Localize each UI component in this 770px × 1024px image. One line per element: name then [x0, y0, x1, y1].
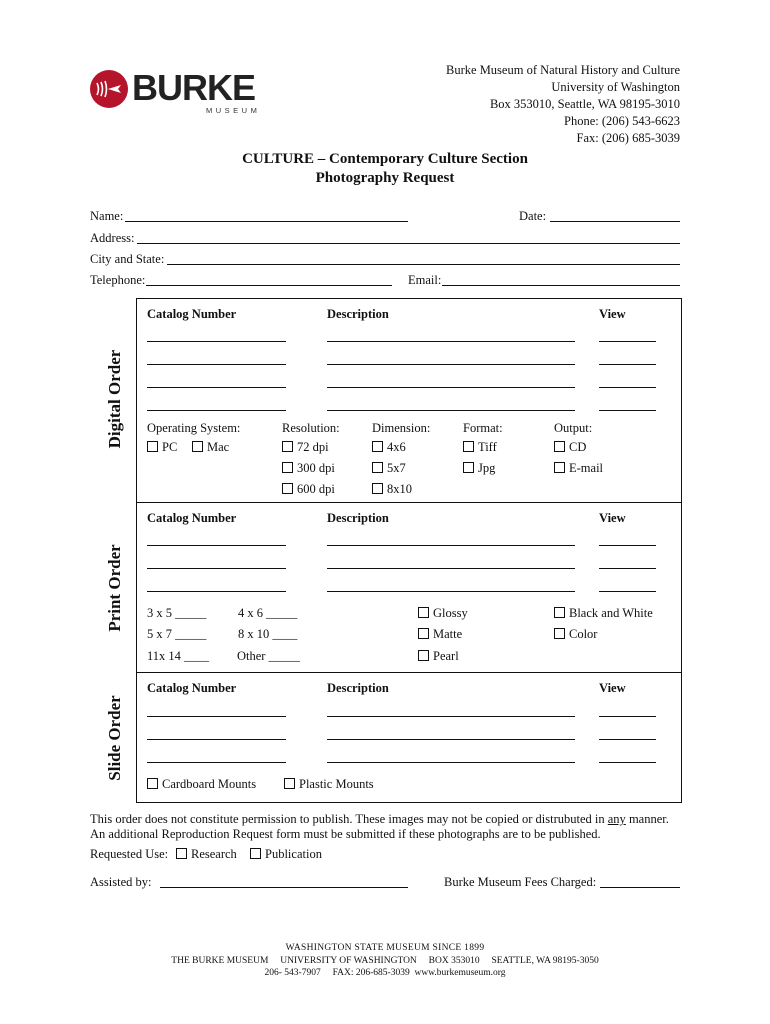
output-cd-option[interactable]: [554, 440, 586, 455]
checkbox-icon[interactable]: [282, 483, 293, 494]
option-label: Color: [569, 627, 598, 641]
description-field[interactable]: [327, 410, 575, 411]
option-label: Plastic Mounts: [299, 777, 374, 791]
option-label: Research: [191, 847, 237, 861]
description-header: Description: [327, 511, 389, 525]
catalog-field[interactable]: [147, 341, 286, 342]
checkbox-icon[interactable]: [372, 462, 383, 473]
finish-glossy-option[interactable]: [418, 606, 468, 621]
finish-pearl-option[interactable]: [418, 649, 459, 664]
checkbox-icon[interactable]: [284, 778, 295, 789]
description-header: Description: [327, 681, 389, 695]
size-other-field[interactable]: Other _____: [237, 649, 300, 663]
description-field[interactable]: [327, 762, 575, 763]
resolution-label: Resolution:: [282, 421, 340, 435]
output-label: Output:: [554, 421, 593, 435]
view-field[interactable]: [599, 762, 656, 763]
option-label: Glossy: [433, 606, 468, 620]
checkbox-icon[interactable]: [282, 441, 293, 452]
address-line: Box 353010, Seattle, WA 98195-3010: [489, 97, 680, 111]
catalog-number-header: Catalog Number: [147, 511, 237, 525]
dimension-label: Dimension:: [372, 421, 431, 435]
description-field[interactable]: [327, 545, 575, 546]
color-bw-option[interactable]: [554, 606, 653, 621]
checkbox-icon[interactable]: [372, 441, 383, 452]
catalog-field[interactable]: [147, 739, 286, 740]
use-research-option[interactable]: [176, 847, 237, 862]
view-field[interactable]: [599, 387, 656, 388]
reproduction-notice: An additional Reproduction Request form must be submitted if these photographs are to be published.: [90, 827, 601, 841]
requested-use-label: Requested Use:: [90, 847, 169, 861]
catalog-field[interactable]: [147, 410, 286, 411]
dim-4x6-option[interactable]: [372, 440, 406, 455]
slide-order-label: Slide Order: [105, 695, 124, 781]
logo-emblem-icon: [90, 70, 128, 108]
address-field[interactable]: [137, 243, 680, 244]
view-field[interactable]: [599, 341, 656, 342]
notice-emphasis: any: [607, 812, 626, 826]
email-label: Email:: [408, 273, 442, 287]
dim-8x10-option[interactable]: [372, 482, 412, 497]
use-publication-option[interactable]: [250, 847, 322, 862]
format-tiff-option[interactable]: [463, 440, 497, 455]
checkbox-icon[interactable]: [554, 462, 565, 473]
footer-line-1: WASHINGTON STATE MUSEUM SINCE 1899: [285, 943, 485, 953]
format-jpg-option[interactable]: [463, 461, 495, 476]
checkbox-icon[interactable]: [554, 441, 565, 452]
address-phone: Phone: (206) 543-6623: [564, 114, 680, 128]
option-label: 72 dpi: [297, 440, 329, 454]
catalog-field[interactable]: [147, 387, 286, 388]
description-field[interactable]: [327, 591, 575, 592]
option-label: Tiff: [478, 440, 497, 454]
burke-logo: [90, 68, 260, 118]
option-label: Cardboard Mounts: [162, 777, 257, 791]
name-label: Name:: [90, 209, 124, 223]
city-label: City and State:: [90, 252, 165, 266]
address-label: Address:: [90, 231, 135, 245]
form-title: CULTURE – Contemporary Culture Section: [242, 151, 528, 167]
checkbox-icon[interactable]: [282, 462, 293, 473]
mount-plastic-option[interactable]: [284, 777, 374, 792]
print-order-label: Print Order: [105, 544, 124, 632]
res-72-option[interactable]: [282, 440, 329, 455]
view-field[interactable]: [599, 545, 656, 546]
section-divider: [136, 672, 682, 673]
option-label: Jpg: [478, 461, 496, 475]
address-fax: Fax: (206) 685-3039: [576, 131, 680, 145]
size-11x14-field[interactable]: 11x 14 ____: [147, 649, 210, 663]
option-label: Pearl: [433, 649, 459, 663]
email-field[interactable]: [442, 285, 680, 286]
dim-5x7-option[interactable]: [372, 461, 406, 476]
name-field[interactable]: [125, 221, 408, 222]
section-divider: [136, 502, 682, 503]
checkbox-icon[interactable]: [250, 848, 261, 859]
description-field[interactable]: [327, 341, 575, 342]
description-field[interactable]: [327, 364, 575, 365]
res-300-option[interactable]: [282, 461, 335, 476]
catalog-field[interactable]: [147, 568, 286, 569]
footer-line-2: THE BURKE MUSEUM UNIVERSITY OF WASHINGTON BOX 353010 SEATTLE, WA 98195-3050: [171, 956, 599, 966]
option-label: Publication: [265, 847, 322, 861]
size-8x10-field[interactable]: 8 x 10 ____: [238, 627, 298, 641]
description-field[interactable]: [327, 739, 575, 740]
telephone-field[interactable]: [146, 285, 392, 286]
notice-text: manner.: [625, 812, 669, 826]
finish-matte-option[interactable]: [418, 627, 462, 642]
output-email-option[interactable]: [554, 461, 603, 476]
checkbox-icon[interactable]: [463, 441, 474, 452]
telephone-label: Telephone:: [90, 273, 146, 287]
res-600-option[interactable]: [282, 482, 335, 497]
option-label: CD: [569, 440, 587, 454]
description-field[interactable]: [327, 716, 575, 717]
catalog-field[interactable]: [147, 716, 286, 717]
format-label: Format:: [463, 421, 503, 435]
checkbox-icon[interactable]: [147, 441, 158, 452]
checkbox-icon[interactable]: [418, 628, 429, 639]
date-label: Date:: [519, 209, 547, 223]
view-header: View: [599, 307, 626, 321]
mount-cardboard-option[interactable]: [147, 777, 256, 792]
assisted-by-label: Assisted by:: [90, 875, 152, 889]
catalog-field[interactable]: [147, 591, 286, 592]
catalog-field[interactable]: [147, 364, 286, 365]
view-field[interactable]: [599, 410, 656, 411]
checkbox-icon[interactable]: [418, 607, 429, 618]
view-field[interactable]: [599, 739, 656, 740]
os-pc-option[interactable]: [147, 440, 177, 455]
option-label: Black and White: [569, 606, 653, 620]
option-label: 8x10: [387, 482, 412, 496]
view-field[interactable]: [599, 568, 656, 569]
checkbox-icon[interactable]: [554, 628, 565, 639]
description-field[interactable]: [327, 387, 575, 388]
footer-line-3: 206- 543-7907 FAX: 206-685-3039 www.burkemuseum.org: [264, 968, 506, 978]
checkbox-icon[interactable]: [418, 650, 429, 661]
notice-text: This order does not constitute permission to publish. These images may not be copied or distrubuted in: [90, 812, 608, 826]
description-field[interactable]: [327, 568, 575, 569]
view-header: View: [599, 681, 626, 695]
option-label: 600 dpi: [297, 482, 335, 496]
fees-field[interactable]: [600, 887, 680, 888]
date-field[interactable]: [550, 221, 680, 222]
size-5x7-field[interactable]: 5 x 7 _____: [147, 627, 207, 641]
option-label: 5x7: [387, 461, 406, 475]
address-line: University of Washington: [551, 80, 680, 94]
museum-address: [446, 62, 680, 147]
digital-order-label: Digital Order: [105, 349, 124, 449]
view-field[interactable]: [599, 364, 656, 365]
checkbox-icon[interactable]: [463, 462, 474, 473]
checkbox-icon[interactable]: [554, 607, 565, 618]
form-subtitle: Photography Request: [315, 170, 455, 186]
size-4x6-field[interactable]: 4 x 6 _____: [238, 606, 298, 620]
color-color-option[interactable]: [554, 627, 597, 642]
catalog-number-header: Catalog Number: [147, 307, 237, 321]
catalog-field[interactable]: [147, 762, 286, 763]
logo-subtitle: MUSEUM: [206, 106, 261, 115]
option-label: PC: [162, 440, 178, 454]
checkbox-icon[interactable]: [372, 483, 383, 494]
order-box: [136, 298, 682, 803]
permission-notice: [90, 812, 669, 827]
checkbox-icon[interactable]: [192, 441, 203, 452]
option-label: Matte: [433, 627, 463, 641]
os-mac-option[interactable]: [192, 440, 229, 455]
assisted-by-field[interactable]: [160, 887, 408, 888]
option-label: 4x6: [387, 440, 406, 454]
view-field[interactable]: [599, 716, 656, 717]
logo-wordmark: BURKE: [132, 67, 256, 108]
description-header: Description: [327, 307, 389, 321]
size-3x5-field[interactable]: 3 x 5 _____: [147, 606, 207, 620]
option-label: E-mail: [569, 461, 604, 475]
option-label: Mac: [207, 440, 230, 454]
option-label: 300 dpi: [297, 461, 335, 475]
checkbox-icon[interactable]: [147, 778, 158, 789]
os-label: Operating System:: [147, 421, 241, 435]
catalog-number-header: Catalog Number: [147, 681, 237, 695]
address-line: Burke Museum of Natural History and Culture: [446, 63, 680, 77]
checkbox-icon[interactable]: [176, 848, 187, 859]
view-header: View: [599, 511, 626, 525]
catalog-field[interactable]: [147, 545, 286, 546]
view-field[interactable]: [599, 591, 656, 592]
city-field[interactable]: [167, 264, 680, 265]
fees-label: Burke Museum Fees Charged:: [444, 875, 597, 889]
